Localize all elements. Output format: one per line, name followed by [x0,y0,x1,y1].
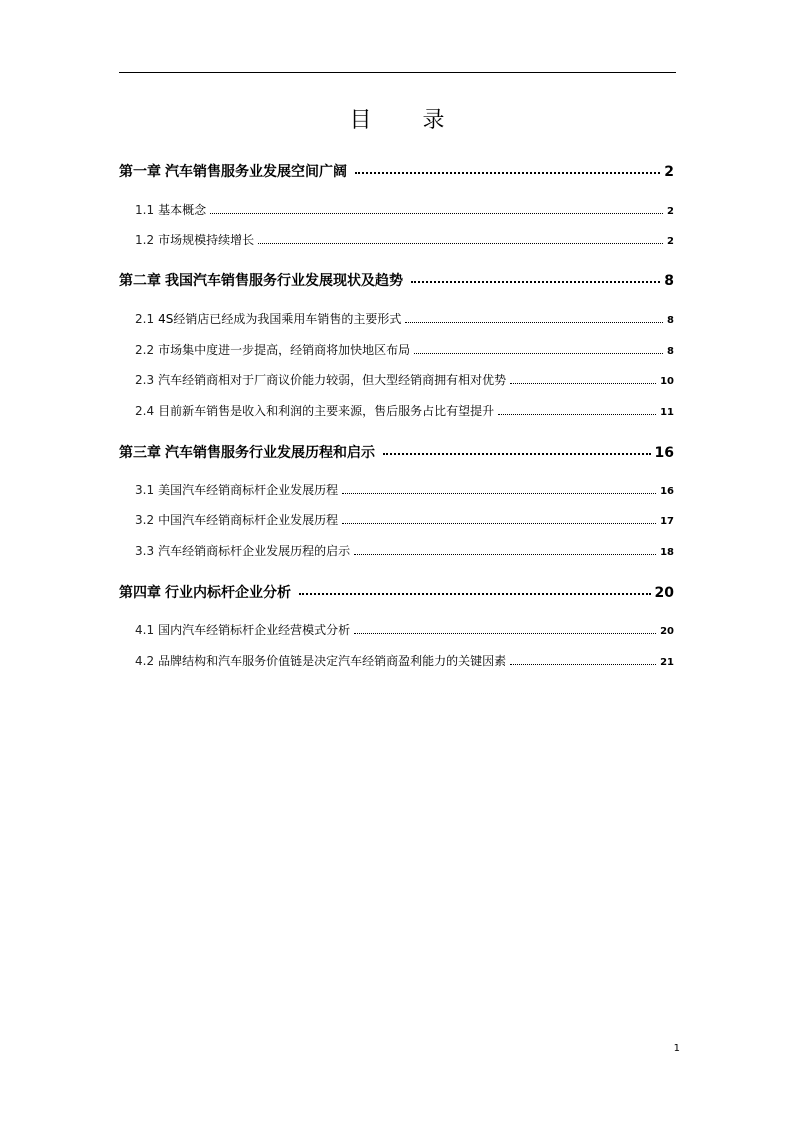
dot-leader [405,322,663,323]
dot-leader [355,172,660,174]
toc-entry-page: 8 [667,315,674,326]
toc-section-entry[interactable] [135,511,674,528]
toc-section-entry[interactable] [135,310,674,327]
toc-entry-label: 市场集中度进一步提高，经销商将加快地区布局 [158,343,411,357]
dot-leader [383,453,651,455]
toc-entry-page: 8 [667,346,674,357]
toc-entry-number: 第三章 [119,445,161,461]
toc-entry-label: 我国汽车销售服务行业发展现状及趋势 [165,273,403,289]
toc-entry-label: 品牌结构和汽车服务价值链是决定汽车经销商盈利能力的关键因素 [158,654,507,668]
toc-entry-page: 11 [660,407,674,418]
dot-leader [342,523,656,524]
toc-entry-number: 4.1 [135,623,155,637]
toc-entry-number: 3.3 [135,544,155,558]
toc-title: 目 录 [349,108,467,133]
toc-section-entry[interactable] [135,341,674,358]
toc-entry-label: 汽车销售服务行业发展历程和启示 [165,445,375,461]
toc-entry-number: 1.1 [135,203,155,217]
toc-chapter-entry[interactable] [119,161,674,181]
toc-entry-label: 4S经销店已经成为我国乘用车销售的主要形式 [158,312,402,326]
dot-leader [411,281,660,283]
toc-section-entry[interactable] [135,201,674,218]
toc-entry-number: 第一章 [119,164,161,180]
toc-entry-number: 2.3 [135,373,155,387]
toc-section-entry[interactable] [135,402,674,419]
toc-entry-page: 20 [660,626,674,637]
toc-entry-label: 汽车经销商标杆企业发展历程的启示 [158,544,351,558]
toc-entry-label: 中国汽车经销商标杆企业发展历程 [158,513,339,527]
toc-entry-page: 20 [654,585,674,601]
toc-entry-number: 2.2 [135,343,155,357]
header-rule [119,72,676,73]
toc-entry-label: 汽车经销商相对于厂商议价能力较弱，但大型经销商拥有相对优势 [158,373,507,387]
toc-entry-page: 18 [660,547,674,558]
dot-leader [354,554,656,555]
toc-entry-page: 16 [654,445,674,461]
toc-entry-label: 国内汽车经销标杆企业经营模式分析 [158,623,351,637]
dot-leader [354,633,656,634]
toc-entry-number: 3.2 [135,513,155,527]
toc-section-entry[interactable] [135,621,674,638]
toc-entry-page: 10 [660,376,674,387]
toc-entry-number: 3.1 [135,483,155,497]
toc-entry-number: 1.2 [135,233,155,247]
toc-entry-page: 17 [660,516,674,527]
toc-entry-label: 市场规模持续增长 [158,233,255,247]
dot-leader [342,493,656,494]
toc-entry-page: 2 [667,236,674,247]
dot-leader [510,664,656,665]
toc-entry-label: 目前新车销售是收入和利润的主要来源，售后服务占比有望提升 [158,404,495,418]
toc-chapter-entry[interactable] [119,582,674,602]
toc-entry-label: 美国汽车经销商标杆企业发展历程 [158,483,339,497]
toc-entry-number: 4.2 [135,654,155,668]
toc-entry-page: 2 [667,206,674,217]
toc-entry-number: 2.4 [135,404,155,418]
dot-leader [498,414,656,415]
toc-chapter-entry[interactable] [119,442,674,462]
toc-entry-label: 基本概念 [158,203,207,217]
toc-section-entry[interactable] [135,542,674,559]
toc-entry-page: 21 [660,657,674,668]
toc-entry-page: 16 [660,486,674,497]
toc-entry-label: 汽车销售服务业发展空间广阔 [165,164,347,180]
toc-entry-number: 第四章 [119,585,161,601]
toc-section-entry[interactable] [135,231,674,248]
toc-entry-page: 2 [664,164,674,180]
dot-leader [414,353,663,354]
toc-chapter-entry[interactable] [119,270,674,290]
toc-section-entry[interactable] [135,652,674,669]
toc-entry-page: 8 [664,273,674,289]
toc-section-entry[interactable] [135,481,674,498]
toc-section-entry[interactable] [135,371,674,388]
dot-leader [510,383,656,384]
dot-leader [210,213,663,214]
dot-leader [258,243,663,244]
dot-leader [299,593,651,595]
page-number: 1 [673,1043,680,1054]
toc-entry-number: 2.1 [135,312,155,326]
toc-entry-number: 第二章 [119,273,161,289]
toc-entry-label: 行业内标杆企业分析 [165,585,291,601]
